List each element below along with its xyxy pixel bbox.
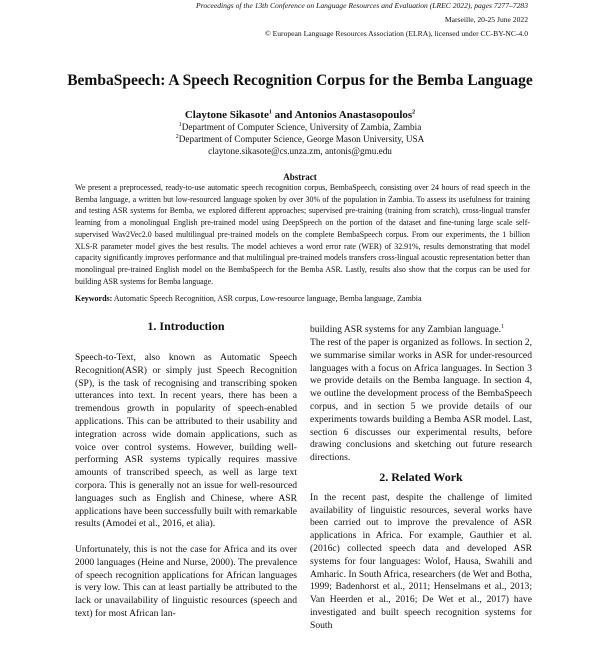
affil-2-text: Department of Computer Science, George Mason University, USA bbox=[178, 134, 425, 145]
affil-1-text: Department of Computer Science, University of Zambia, Zambia bbox=[181, 122, 422, 133]
keywords-label: Keywords: bbox=[75, 294, 113, 303]
intro-p3-text: building ASR systems for any Zambian language. bbox=[310, 324, 502, 336]
affiliation-2 bbox=[0, 134, 600, 144]
license-notice: © European Language Resources Association (ELRA), licensed under CC-BY-NC-4.0 bbox=[264, 29, 528, 38]
related-work-paragraph-1: In the recent past, despite the challenge of limited availability of linguistic resources, several works have been carried out to improve the prevalence of ASR applications in Africa. For example, Gauthier et al. (2016c) collected speech data and developed ASR systems for four languages: Wolof, Hausa, Swahili and Amharic. In South Africa, researchers (de Wet and Botha, 1999; Badenhorst et al., 2011; Henselmans et al., 2013; Van Heerden et al., 2016; De Wet et al., 2017) have investigated and built speech recognition systems for South bbox=[310, 491, 532, 631]
affil-2-mark: 2 bbox=[175, 134, 179, 140]
proceedings-header: Proceedings of the 13th Conference on Language Resources and Evaluation (LREC 2022), pages 7277–7283 bbox=[196, 1, 528, 10]
author-1-affil: 1 bbox=[268, 109, 272, 116]
intro-paragraph-4: The rest of the paper is organized as follows. In section 2, we summarise similar works in ASR for under-resourced languages with a focus on Africa languages. In Section 3 we provide details on the Bemba language. In section 4, we outline the development process of the BembaSpeech corpus, and in section 5 we provide details of our experiments towards building a Bemba ASR model. Last, section 6 discusses our experimental results, before drawing conclusions and sketching out future research directions. bbox=[310, 336, 532, 464]
left-column bbox=[75, 352, 297, 634]
authors bbox=[0, 109, 600, 121]
abstract-text: We present a preprocessed, ready-to-use automatic speech recognition corpus, BembaSpeech, consisting over 24 hours of read speech in the Bemba language, a written but low-resourced language spoken by over 30% of the population in Zambia. To assess its usefulness for training and testing ASR systems for Bemba, we explored different approaches; supervised pre-training (training from scratch), cross-lingual transfer learning from a monolingual English pre-trained model using DeepSpeech on the portion of the dataset and fine-tuning large scale self-supervised Wav2Vec2.0 based multilingual pre-trained models on the complete BembaSpeech corpus. From our experiments, the 1 billion XLS-R parameter model gives the best results. The model achieves a word error rate (WER) of 32.91%, results demonstrating that model capacity significantly improves performance and that multilingual pre-trained models transfers cross-lingual acoustic representation better than monolingual pre-trained English model on the BembaSpeech for the Bemba ASR. Lastly, results also show that the corpus can be used for building ASR systems for Bemba language. bbox=[75, 183, 530, 286]
abstract-heading: Abstract bbox=[283, 172, 317, 182]
keywords bbox=[75, 294, 530, 303]
author-and: and bbox=[271, 109, 295, 121]
intro-paragraph-2: Unfortunately, this is not the case for Africa and its over 2000 languages (Heine and Nurse, 2000). The prevalence of speech recognition applications for African languages is very low. This can at least partially be attributed to the lack or unavailability of linguistic resources (speech and text) for most African lan- bbox=[75, 543, 297, 619]
footnote-mark[interactable]: 1 bbox=[501, 324, 505, 330]
section-heading-related-work: 2. Related Work bbox=[379, 469, 463, 484]
affiliation-1 bbox=[0, 122, 600, 132]
venue-date: Marseille, 20-25 June 2022 bbox=[444, 15, 528, 24]
intro-paragraph-3 bbox=[310, 321, 532, 337]
author-emails: claytone.sikasote@cs.unza.zm, antonis@gmu.edu bbox=[208, 146, 392, 156]
author-2: Antonios Anastasopoulos bbox=[294, 109, 413, 121]
author-2-affil: 2 bbox=[412, 109, 416, 116]
section-heading-introduction: 1. Introduction bbox=[147, 319, 225, 333]
author-1: Claytone Sikasote bbox=[184, 109, 269, 121]
affil-1-mark: 1 bbox=[178, 122, 182, 128]
right-column bbox=[310, 321, 532, 645]
paper-title: BembaSpeech: A Speech Recognition Corpus for the Bemba Language bbox=[67, 72, 533, 89]
intro-paragraph-1: Speech-to-Text, also known as Automatic Speech Recognition(ASR) or simply just Speech Recognition (SP), is the task of recognising and transcribing spoken utterances into text. In recent years, there has been a tremendous growth in popularity of speech-enabled applications. This can be attributed to their usability and integration across wide domain applications, such as voice over control systems. However, building well-performing ASR systems typically requires massive amounts of transcribed speech, as well as large text corpora. This is generally not an issue for well-resourced languages such as English and Chinese, where ASR applications have been successfully built with remarkable results (Amodei et al., 2016, et alia). bbox=[75, 352, 297, 530]
keywords-text: Automatic Speech Recognition, ASR corpus, Low-resource language, Bemba language, Zambia bbox=[112, 294, 422, 303]
